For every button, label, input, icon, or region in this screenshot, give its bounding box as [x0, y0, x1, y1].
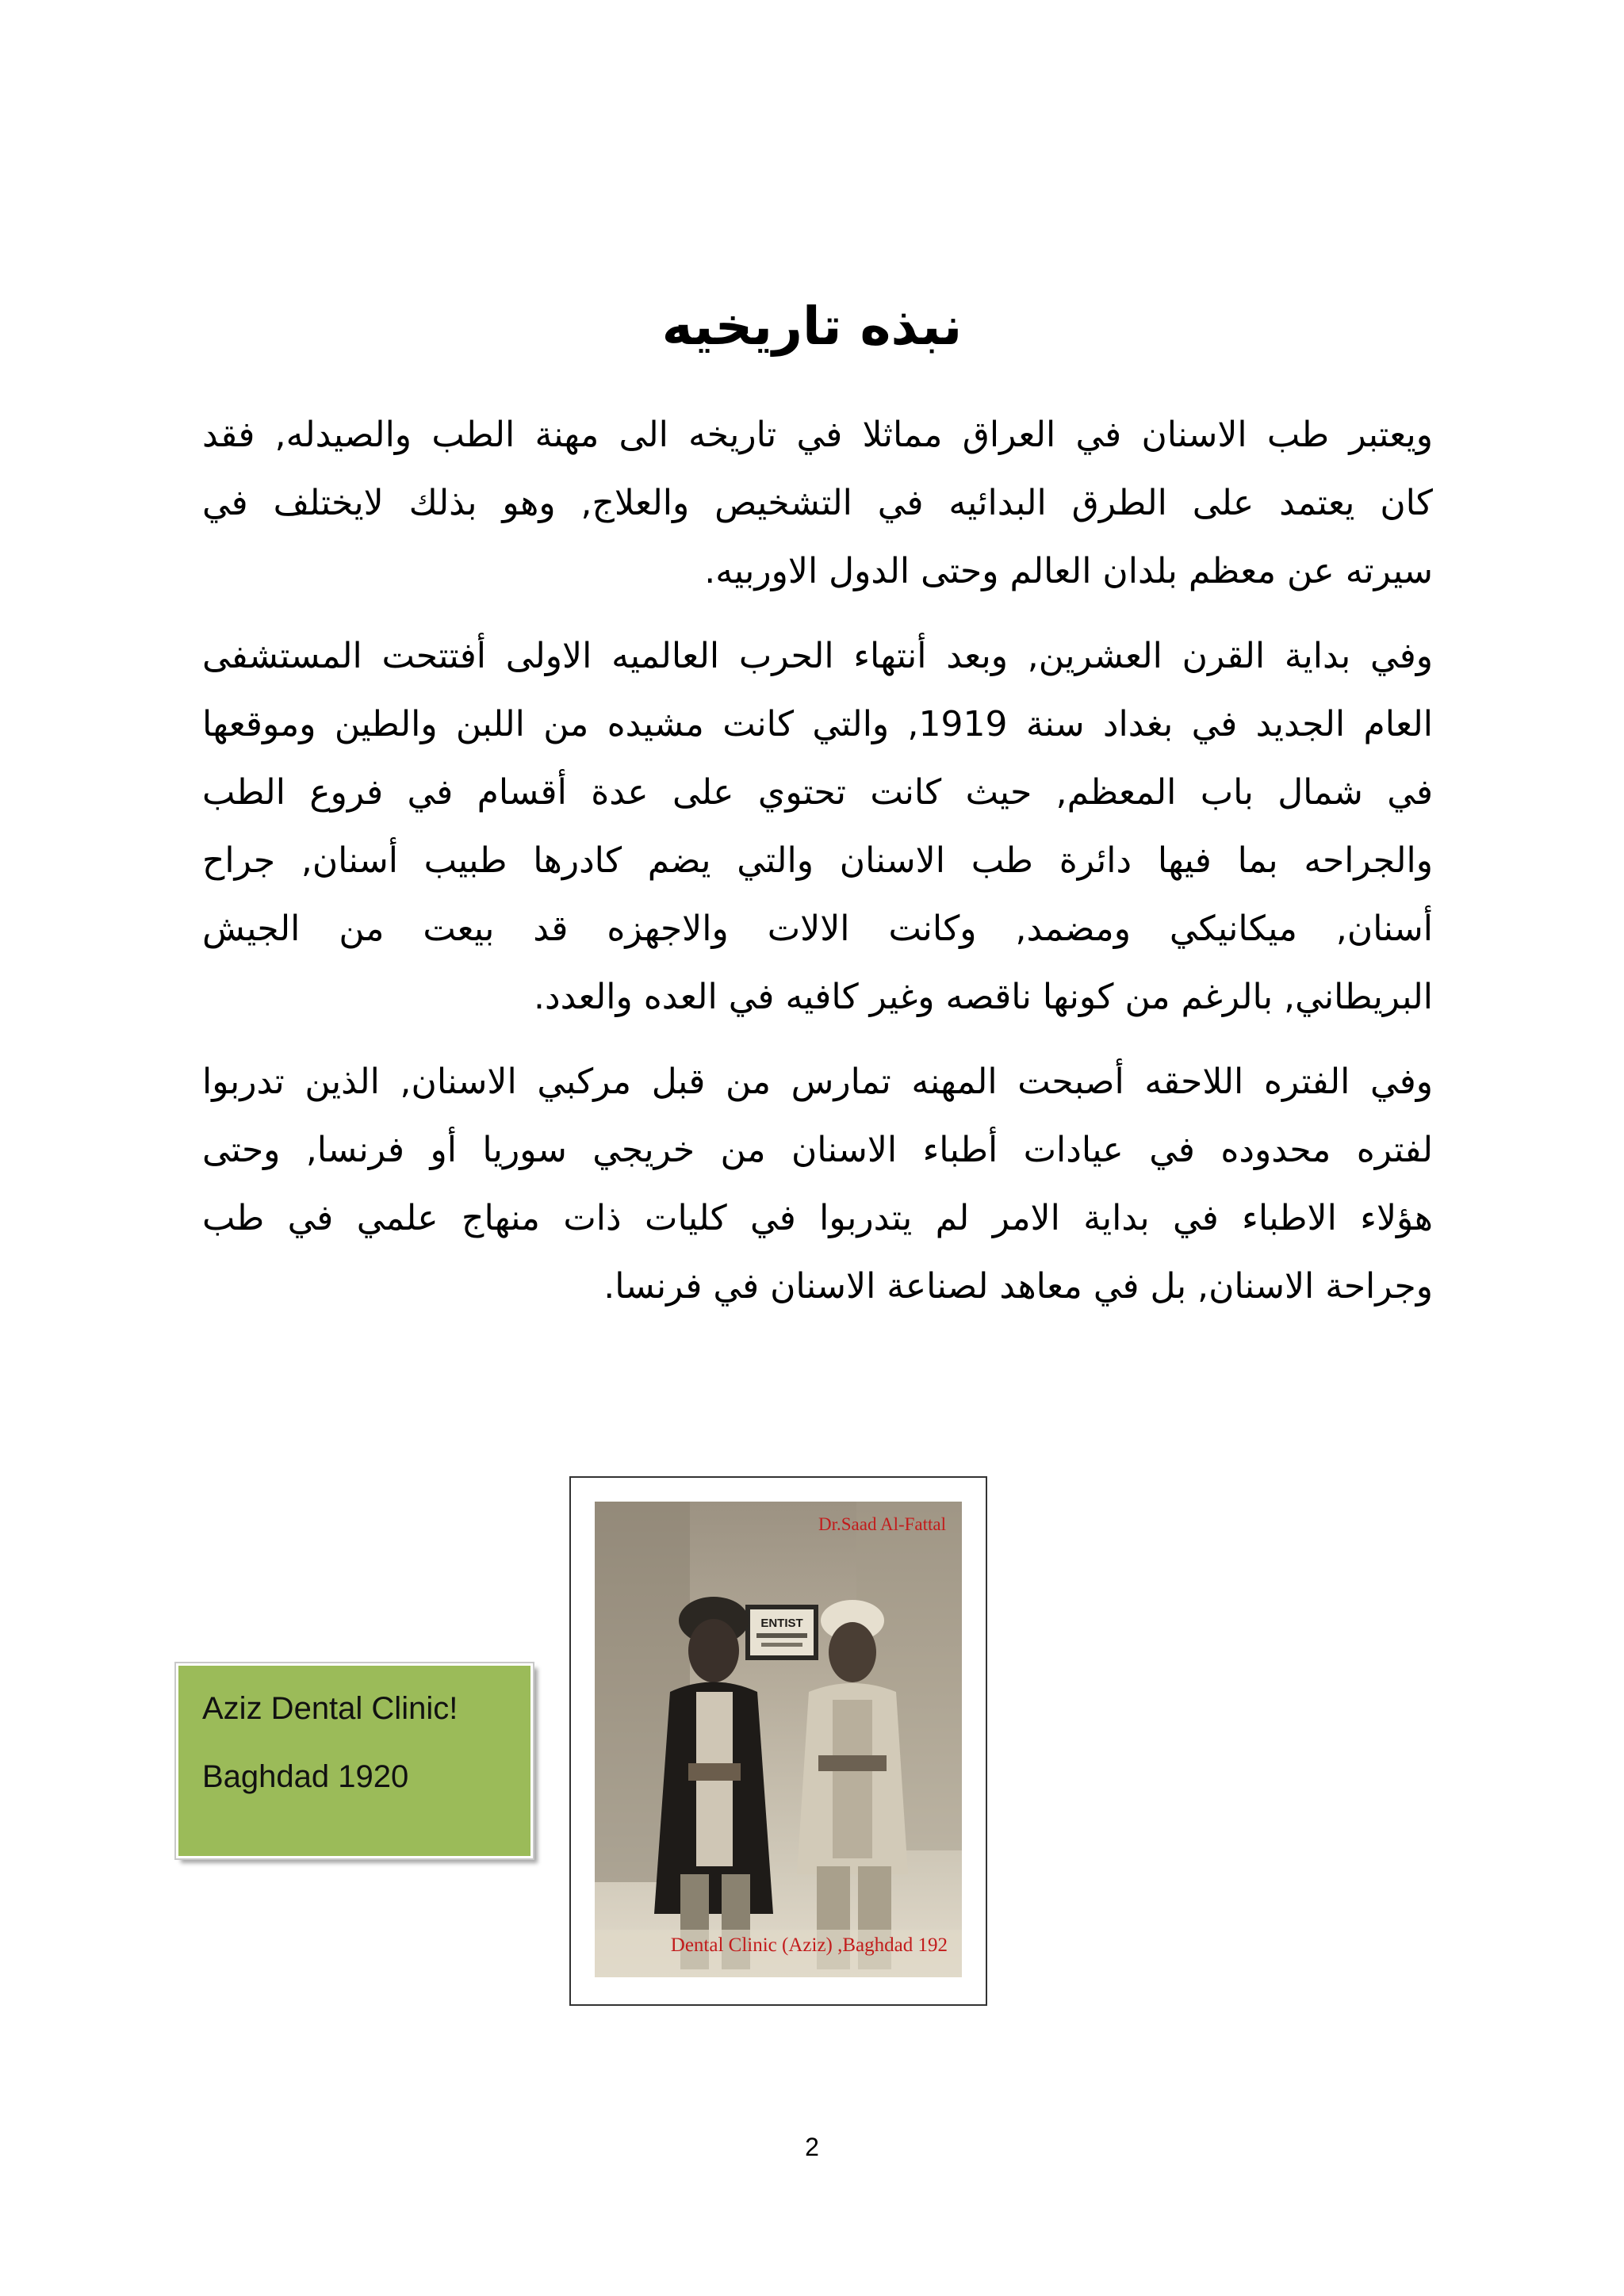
paragraph-line: وفي الفتره اللاحقه أصبحت المهنه تمارس من قبل مركبي الاسنان, الذين تدربوا: [202, 1062, 1433, 1102]
photo-illustration: [595, 1502, 962, 1977]
dentist-sign: [745, 1605, 818, 1660]
paragraph-line: في شمال باب المعظم, حيث كانت تحتوي على عدة أقسام في فروع الطب: [202, 772, 1433, 813]
paragraph-hospital: [202, 622, 1433, 1031]
paragraph-line: ويعتبر طب الاسنان في العراق مماثلا في تاريخه الى مهنة الطب والصيدله, فقد: [202, 415, 1433, 455]
paragraph-line: وفي بداية القرن العشرين, وبعد أنتهاء الحرب العالميه الاولى أفتتحت المستشفى: [202, 636, 1433, 676]
paragraph-line: البريطاني, بالرغم من كونها ناقصه وغير كافيه في العده والعدد.: [533, 977, 1433, 1017]
paragraph-line: وجراحة الاسنان, بل في معاهد لصناعة الاسنان في فرنسا.: [603, 1266, 1433, 1307]
paragraph-line: أسنان, ميكانيكي ومضمد, وكانت الالات والاجهزه قد بيعت من الجيش: [202, 909, 1433, 949]
paragraph-later-period: [202, 1048, 1433, 1321]
photo-watermark-author: Dr.Saad Al-Fattal: [818, 1514, 946, 1534]
svg-text:ENTIST: ENTIST: [760, 1617, 803, 1630]
paragraph-line: سيرته عن معظم بلدان العالم وحتى الدول الاوربيه.: [704, 551, 1433, 591]
photo-watermark-caption: Dental Clinic (Aziz) ,Baghdad 192: [670, 1934, 948, 1956]
paragraph-line: لفتره محدوده في عيادات أطباء الاسنان من خريجي سوريا أو فرنسا, وحتى: [202, 1130, 1433, 1170]
paragraph-line: والجراحه بما فيها دائرة طب الاسنان والتي يضم كادرها طبيب أسنان, جراح: [202, 840, 1433, 881]
paragraph-line: العام الجديد في بغداد سنة 1919, والتي كانت مشيده من اللبن والطين وموقعها: [202, 704, 1433, 744]
paragraph-line: كان يعتمد على الطرق البدائيه في التشخيص والعلاج, وهو بذلك لايختلف في: [202, 483, 1433, 523]
historical-photo: [595, 1502, 962, 1977]
photo-frame: [569, 1476, 987, 2006]
page-title: نبذه تاريخيه: [661, 296, 963, 357]
paragraph-intro: [202, 401, 1433, 606]
page-number: 2: [805, 2133, 819, 2161]
caption-title: Aziz Dental Clinic!: [202, 1691, 458, 1726]
paragraph-line: هؤلاء الاطباء في بداية الامر لم يتدربوا في كليات ذات منهاج علمي في طب: [202, 1198, 1433, 1238]
caption-location-year: Baghdad 1920: [202, 1759, 409, 1794]
photo-caption-box: [176, 1663, 533, 1858]
